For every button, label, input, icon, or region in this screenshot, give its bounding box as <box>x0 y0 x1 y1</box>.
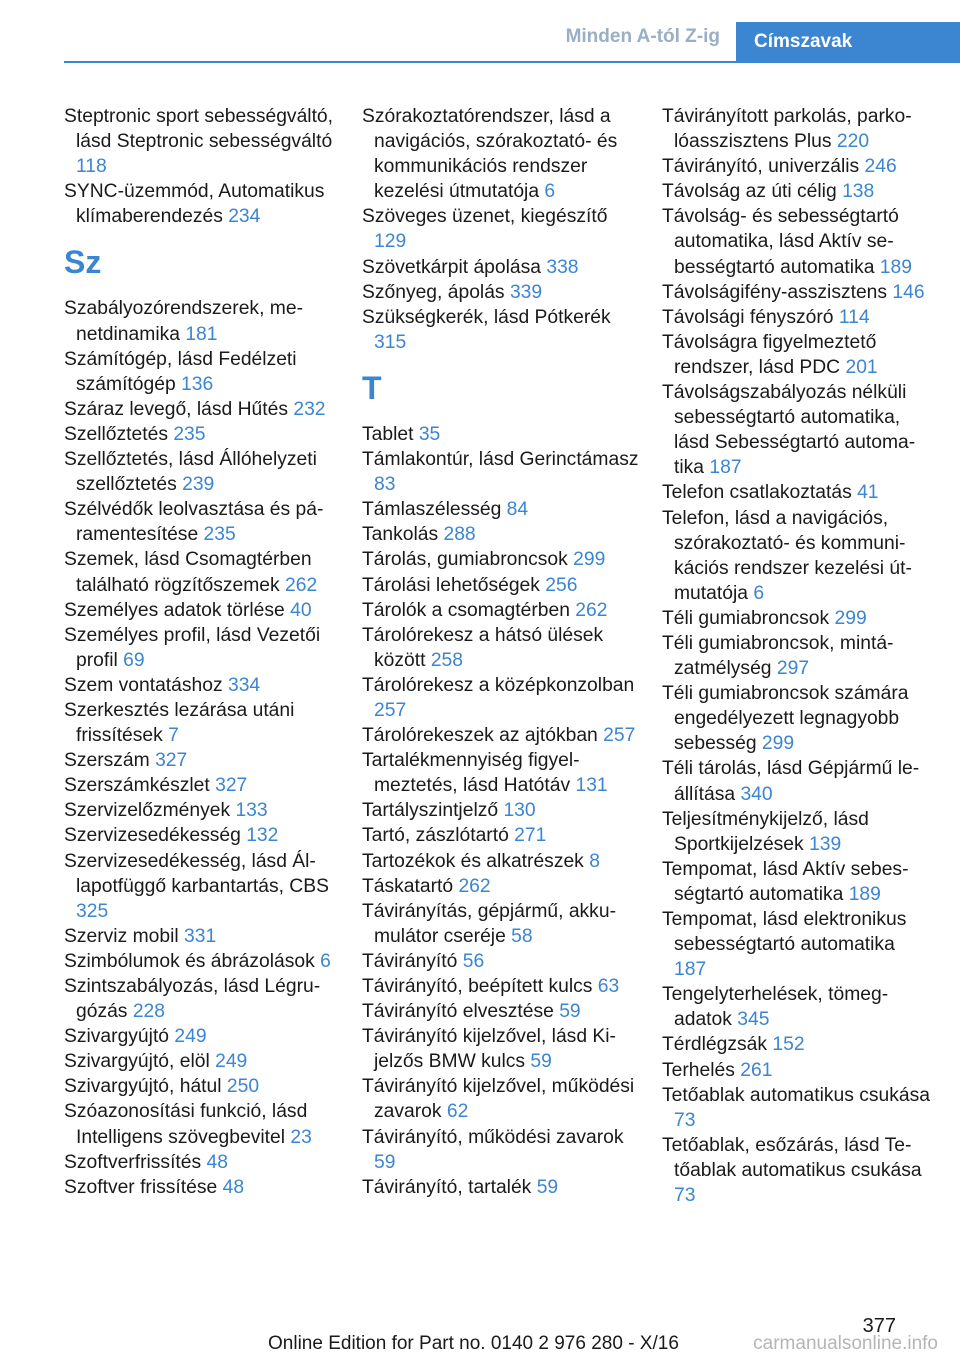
entry-text: Tartalékmennyiség figyelmeztetés, lásd Hatótáv <box>362 750 580 797</box>
entry-text: Szem vontatáshoz <box>64 674 223 696</box>
entry-text: Tárolók a csomagtérben <box>362 599 570 621</box>
entry-text: Távolságifény-asszisztens <box>662 281 888 303</box>
index-entry <box>662 154 930 179</box>
index-entry <box>64 296 344 346</box>
entry-text: Szerszámkészlet <box>64 775 210 797</box>
index-entry <box>362 1125 642 1175</box>
entry-text: Steptronic sport sebességváltó, lásd Steptronic sebességváltó <box>64 106 334 153</box>
index-entry <box>362 422 642 447</box>
entry-text: Szimbólumok és ábrázolások <box>64 950 315 972</box>
index-entry <box>64 949 344 974</box>
entry-text: Szemek, lásd Csomagtérben található rögzítőszemek <box>64 549 312 596</box>
index-entry <box>662 681 930 756</box>
index-entry <box>362 748 642 798</box>
entry-text: Szerviz mobil <box>64 925 179 947</box>
index-entry <box>662 631 930 681</box>
entry-text: Telefon, lásd a navigációs, szórakoztató- és kommunikációs rendszer kezelési útmutatója <box>662 507 912 604</box>
page-reference-link[interactable]: 189 <box>879 256 912 278</box>
page-reference-link[interactable]: 83 <box>374 474 396 496</box>
page-reference-link[interactable]: 288 <box>443 524 476 546</box>
index-entry <box>362 999 642 1024</box>
entry-text: Szőnyeg, ápolás <box>362 281 505 303</box>
index-entry <box>662 907 930 982</box>
page-reference-link[interactable]: 35 <box>418 423 441 445</box>
entry-text: Telefon csatlakoztatás <box>662 482 852 504</box>
page-reference-link[interactable]: 58 <box>511 925 533 947</box>
index-entry <box>662 380 930 480</box>
index-entry <box>662 1032 930 1057</box>
entry-text: Téli tárolás, lásd Gépjármű leállítása <box>662 758 920 805</box>
index-entry <box>64 347 344 397</box>
page-reference-link[interactable]: 261 <box>740 1059 773 1081</box>
page-reference-link[interactable]: 133 <box>235 800 268 822</box>
index-entry <box>662 506 930 606</box>
page-reference-link[interactable]: 6 <box>320 950 331 972</box>
index-entry <box>662 1058 930 1083</box>
page-reference-link[interactable]: 340 <box>740 783 773 805</box>
index-entry <box>362 447 642 497</box>
entry-text: Tárolás, gumiabroncsok <box>362 549 568 571</box>
page-reference-link[interactable]: 250 <box>226 1076 260 1098</box>
index-entry <box>64 924 344 949</box>
index-entry <box>662 204 930 279</box>
entry-text: Távolság az úti célig <box>662 181 837 203</box>
entry-text: Távolsági fényszóró <box>662 306 834 328</box>
page-reference-link[interactable]: 114 <box>838 306 870 328</box>
page-reference-link[interactable]: 59 <box>374 1151 396 1173</box>
page-reference-link[interactable]: 138 <box>842 181 875 203</box>
entry-text: Tárolási lehetőségek <box>362 574 540 596</box>
index-entry <box>662 857 930 907</box>
page-reference-link[interactable]: 63 <box>597 976 620 997</box>
entry-text: Téli gumiabroncsok, mintázatmélység <box>662 632 894 680</box>
index-entry <box>362 874 642 899</box>
tab-címszavak <box>736 22 960 62</box>
page-header <box>0 0 960 62</box>
page-reference-link[interactable]: 257 <box>603 725 636 747</box>
index-entry <box>662 104 930 154</box>
index-column-3 <box>662 104 930 1208</box>
page-reference-link[interactable]: 256 <box>545 574 578 596</box>
entry-text: Tárolórekesz a hátsó ülések között <box>362 624 604 671</box>
index-entry <box>64 1175 344 1200</box>
page-reference-link[interactable]: 299 <box>761 733 795 755</box>
page-reference-link[interactable]: 262 <box>458 875 491 897</box>
index-entry <box>662 330 930 380</box>
page-reference-link[interactable]: 48 <box>206 1151 228 1173</box>
page-reference-link[interactable]: 84 <box>506 499 529 521</box>
index-entry <box>64 598 344 623</box>
index-entry <box>362 573 642 598</box>
entry-text: Tetőablak automatikus csukása <box>662 1084 930 1106</box>
page-reference-link[interactable]: 8 <box>589 850 600 872</box>
index-entry <box>64 974 344 1024</box>
entry-text: Szellőztetés <box>64 423 168 445</box>
entry-text: Támlaszélesség <box>362 499 502 521</box>
entry-text: Szerkesztés lezárása utáni frissítések <box>64 699 295 747</box>
index-entry <box>362 598 642 623</box>
index-letter-heading: T <box>362 369 382 406</box>
entry-text: Tartályszintjelző <box>362 800 499 822</box>
page-reference-link[interactable]: 132 <box>246 825 279 847</box>
page-reference-link[interactable]: 220 <box>836 131 870 153</box>
index-entry <box>362 623 642 673</box>
entry-text: Távirányítás, gépjármű, akkumulátor cseréje <box>362 900 616 947</box>
page-reference-link[interactable]: 246 <box>864 156 897 178</box>
entry-text: Tempomat, lásd elektronikus sebességtartó automatika <box>662 909 907 956</box>
entry-text: Távirányító, működési zavarok <box>362 1126 624 1148</box>
entry-text: Számítógép, lásd Fedélzeti számítógép <box>64 348 297 395</box>
page-reference-link[interactable]: 249 <box>215 1051 248 1073</box>
index-entry <box>662 1133 930 1208</box>
entry-text: Tetőablak, esőzárás, lásd Tetőablak automatikus csukása <box>662 1134 922 1181</box>
index-entry <box>64 547 344 597</box>
index-entry <box>362 723 642 748</box>
entry-text: Távirányító elvesztése <box>362 1001 554 1023</box>
page-reference-link[interactable]: 187 <box>674 959 707 981</box>
entry-text: Tempomat, lásd Aktív sebességtartó automatika <box>662 858 909 905</box>
index-entry <box>64 422 344 447</box>
entry-text: Távolságra figyelmeztető rendszer, lásd PDC <box>662 331 877 378</box>
entry-text: Személyes profil, lásd Vezetői profil <box>64 624 321 671</box>
index-entry <box>362 204 642 254</box>
page-reference-link[interactable]: 139 <box>809 833 842 855</box>
page-reference-link[interactable]: 118 <box>76 156 107 178</box>
page-reference-link[interactable]: 234 <box>228 206 261 228</box>
entry-text: Támlakontúr, lásd Gerinctámasz <box>362 449 639 471</box>
page-reference-link[interactable]: 262 <box>285 574 318 596</box>
page-reference-link[interactable]: 201 <box>845 356 878 378</box>
index-entry <box>64 1150 344 1175</box>
page-reference-link[interactable]: 299 <box>834 607 867 629</box>
entry-text: Szövetkárpit ápolása <box>362 256 541 278</box>
page-reference-link[interactable]: 325 <box>76 900 109 922</box>
index-entry <box>362 899 642 949</box>
page-reference-link[interactable]: 232 <box>293 398 326 420</box>
index-entry <box>64 397 344 422</box>
index-entry <box>662 305 930 330</box>
entry-text: Szórakoztatórendszer, lásd a navigációs, szórakoztató- és kommunikációs rendszer kezelési útmutatója <box>362 106 618 203</box>
index-entry <box>662 179 930 204</box>
entry-text: Szivargyújtó <box>64 1026 170 1048</box>
entry-text: Tárolórekeszek az ajtókban <box>362 725 598 747</box>
entry-text: Szóazonosítási funkció, lásd Intelligens szövegbevitel <box>64 1101 308 1148</box>
index-entry <box>362 280 642 305</box>
entry-text: Szoftverfrissítés <box>64 1151 202 1173</box>
index-entry <box>362 104 642 204</box>
page-reference-link[interactable]: 146 <box>892 281 925 303</box>
page-reference-link[interactable]: 235 <box>203 524 236 546</box>
entry-text: Szervizesedékesség <box>64 825 241 847</box>
page-reference-link[interactable]: 258 <box>430 649 463 671</box>
page-reference-link[interactable]: 189 <box>848 883 881 905</box>
page-reference-link[interactable]: 131 <box>575 775 608 797</box>
entry-text: Száraz levegő, lásd Hűtés <box>64 398 288 420</box>
entry-text: Tárolórekesz a középkonzolban <box>362 674 635 696</box>
page-reference-link[interactable]: 297 <box>776 658 810 680</box>
page-reference-link[interactable]: 299 <box>573 549 606 571</box>
page-reference-link[interactable]: 59 <box>536 1176 559 1198</box>
entry-text: Távolságszabályozás nélküli sebességtartó automatika, lásd Sebességtartó automatika <box>662 382 916 479</box>
index-entry <box>64 1099 344 1149</box>
index-entry <box>64 748 344 773</box>
page-reference-link[interactable]: 40 <box>290 599 312 621</box>
index-entry <box>362 823 642 848</box>
index-entry <box>662 480 930 505</box>
index-entry <box>362 305 642 355</box>
page-reference-link[interactable]: 187 <box>709 457 742 479</box>
page-reference-link[interactable]: 334 <box>227 674 261 696</box>
entry-text: Térdlégzsák <box>662 1034 768 1056</box>
entry-text: Szervizesedékesség, lásd Állapotfüggő karbantartás, CBS <box>64 850 329 897</box>
page-reference-link[interactable]: 152 <box>772 1034 805 1056</box>
page-reference-link[interactable]: 327 <box>215 775 248 797</box>
entry-text: Távirányító, beépített kulcs <box>362 976 593 997</box>
index-entry <box>64 447 344 497</box>
entry-text: Tankolás <box>362 524 439 546</box>
entry-text: Szabályozórendszerek, menetdinamika <box>64 298 303 345</box>
page-reference-link[interactable]: 48 <box>222 1176 245 1198</box>
page-reference-link[interactable]: 228 <box>132 1001 165 1023</box>
entry-text: Személyes adatok törlése <box>64 599 285 621</box>
page-reference-link[interactable]: 181 <box>185 323 218 345</box>
index-entry <box>362 522 642 547</box>
entry-text: Szintszabályozás, lásd Légrugózás <box>64 976 321 1023</box>
entry-text: Távirányító <box>362 950 458 972</box>
entry-text: SYNC-üzemmód, Automatikus klímaberendezés <box>64 181 325 228</box>
page-reference-link[interactable]: 257 <box>374 699 407 721</box>
entry-text: Szükségkerék, lásd Pótkerék <box>362 306 611 328</box>
index-entry <box>64 773 344 798</box>
page-reference-link[interactable]: 345 <box>737 1009 770 1031</box>
page-number: 377 <box>862 1315 896 1337</box>
page-reference-link[interactable]: 338 <box>546 256 579 278</box>
page-reference-link[interactable]: 262 <box>575 599 608 621</box>
page-reference-link[interactable]: 7 <box>168 725 179 747</box>
page-reference-link[interactable]: 315 <box>374 331 407 353</box>
page-reference-link[interactable]: 59 <box>530 1051 552 1073</box>
index-entry <box>64 104 344 179</box>
entry-text: Távirányító kijelzővel, lásd Kijelzős BMW kulcs <box>362 1026 616 1073</box>
index-entry <box>662 1083 930 1133</box>
index-entry <box>362 1175 642 1200</box>
page-reference-link[interactable]: 23 <box>290 1126 312 1148</box>
entry-text: Szivargyújtó, hátul <box>64 1076 222 1098</box>
edition-note: Online Edition for Part no. 0140 2 976 280 - X/16 <box>268 1333 679 1354</box>
index-entry <box>362 849 642 874</box>
page-reference-link[interactable]: 249 <box>174 1026 207 1048</box>
entry-text: Teljesítménykijelző, lásd Sportkijelzések <box>662 808 869 855</box>
index-entry <box>64 698 344 748</box>
index-entry <box>362 547 642 572</box>
entry-text: Távolság- és sebességtartó automatika, lásd Aktív sebességtartó automatika <box>662 206 899 278</box>
index-entry <box>64 1074 344 1099</box>
watermark: carmanualsonline.info <box>753 1333 938 1354</box>
page-reference-link[interactable]: 59 <box>559 1001 581 1023</box>
index-entry <box>64 179 344 229</box>
index-entry <box>64 798 344 823</box>
page-reference-link[interactable]: 56 <box>462 950 485 972</box>
index-entry <box>362 974 642 999</box>
index-entry <box>362 1024 642 1074</box>
entry-text: Szöveges üzenet, kiegészítő <box>362 206 608 228</box>
page-reference-link[interactable]: 73 <box>674 1109 696 1131</box>
page-reference-link[interactable]: 62 <box>446 1101 469 1123</box>
page-reference-link[interactable]: 130 <box>503 800 536 822</box>
entry-text: Szoftver frissítése <box>64 1176 218 1198</box>
page-reference-link[interactable]: 129 <box>374 231 407 253</box>
entry-text: Távirányító, univerzális <box>662 156 860 178</box>
page-reference-link[interactable]: 271 <box>514 825 547 847</box>
page-reference-link[interactable]: 239 <box>182 474 215 496</box>
index-column-1 <box>64 104 344 1200</box>
entry-text: Távirányító kijelzővel, működési zavarok <box>362 1076 635 1123</box>
page-reference-link[interactable]: 339 <box>509 281 543 303</box>
index-entry <box>64 823 344 848</box>
entry-text: Tengelyterhelések, tömegadatok <box>662 984 889 1031</box>
index-entry <box>662 982 930 1032</box>
entry-text: Távirányító, tartalék <box>362 1176 532 1198</box>
index-entry <box>64 623 344 673</box>
tab-label: Címszavak <box>754 31 853 52</box>
entry-text: Tartozékok és alkatrészek <box>362 850 584 872</box>
entry-text: Szervizelőzmények <box>64 800 231 822</box>
page-reference-link[interactable]: 69 <box>123 649 145 671</box>
entry-text: Terhelés <box>662 1059 735 1081</box>
index-entry <box>662 807 930 857</box>
page-reference-link[interactable]: 235 <box>173 423 206 445</box>
page-reference-link[interactable]: 73 <box>674 1185 696 1207</box>
entry-text: Szerszám <box>64 750 150 772</box>
entry-text: Téli gumiabroncsok <box>662 607 830 629</box>
index-entry <box>362 673 642 723</box>
entry-text: Tablet <box>362 423 414 445</box>
index-entry <box>64 1024 344 1049</box>
index-entry <box>362 255 642 280</box>
index-entry <box>662 280 930 305</box>
entry-text: Szivargyújtó, elöl <box>64 1051 210 1073</box>
header-rule <box>64 61 960 63</box>
page-reference-link[interactable]: 6 <box>753 582 765 604</box>
index-entry <box>662 756 930 806</box>
entry-text: Táskatartó <box>362 875 454 897</box>
index-column-2 <box>362 104 642 1200</box>
index-entry <box>64 1049 344 1074</box>
index-entry <box>64 849 344 924</box>
index-entry <box>362 949 642 974</box>
index-entry <box>64 673 344 698</box>
page-reference-link[interactable]: 331 <box>184 925 217 947</box>
index-entry <box>662 606 930 631</box>
index-entry <box>362 497 642 522</box>
index-entry <box>64 497 344 547</box>
entry-text: Tartó, zászlótartó <box>362 825 509 847</box>
index-entry <box>362 1074 642 1124</box>
page-reference-link[interactable]: 136 <box>181 373 214 395</box>
index-entry <box>362 798 642 823</box>
entry-text: Távirányított parkolás, parkolóasszisztens Plus <box>662 106 912 153</box>
entry-text: Téli gumiabroncsok számára engedélyezett legnagyobb sebesség <box>662 683 909 755</box>
entry-text: Szellőztetés, lásd Állóhelyzeti szellőztetés <box>64 449 317 496</box>
section-title: Minden A-tól Z-ig <box>565 26 720 47</box>
page-reference-link[interactable]: 41 <box>857 482 879 504</box>
page-reference-link[interactable]: 6 <box>544 181 556 203</box>
index-letter-heading: Sz <box>64 244 102 281</box>
page-reference-link[interactable]: 327 <box>155 750 188 772</box>
entry-text: Szélvédők leolvasztása és páramentesítése <box>64 499 324 546</box>
